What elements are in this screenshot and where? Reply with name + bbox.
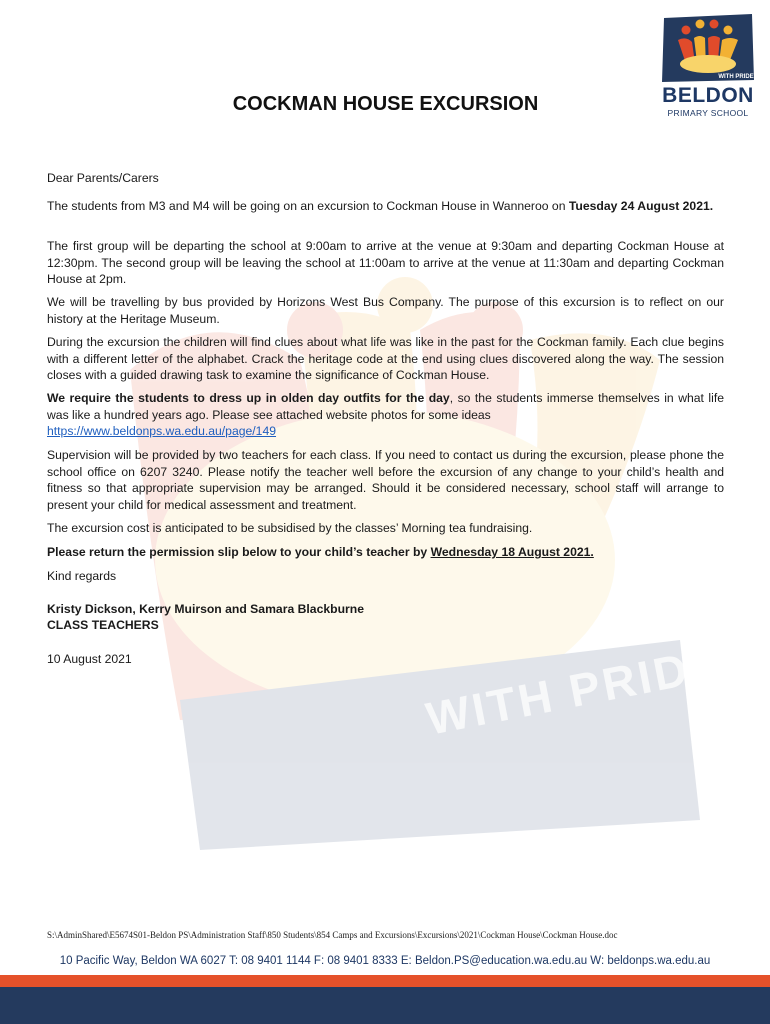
closing: Kind regards [47,569,117,583]
paragraph-dress-up [47,390,724,440]
paragraph-cost: The excursion cost is anticipated to be subsidised by the classes’ Morning tea fundraising. [47,521,533,535]
footer-contact: 10 Pacific Way, Beldon WA 6027 T: 08 9401 1144 F: 08 9401 8333 E: Beldon.PS@education.wa.edu.au W: beldonps.wa.edu.au [59,955,711,967]
website-link[interactable]: https://www.beldonps.wa.edu.au/page/149 [47,424,277,438]
footer-band-navy [0,987,770,1024]
signatory-role: CLASS TEACHERS [47,618,159,632]
salutation: Dear Parents/Carers [47,171,159,185]
signatories: Kristy Dickson, Kerry Muirson and Samara Blackburne [47,602,364,616]
page-title: COCKMAN HOUSE EXCURSION [232,93,539,115]
dress-up-requirement: We require the students to dress up in olden day outfits for the day [47,391,450,405]
return-slip-deadline: Wednesday 18 August 2021. [430,545,594,559]
excursion-date: Tuesday 24 August 2021. [568,199,714,213]
file-path: S:\AdminShared\E5674S01-Beldon PS\Administration Staff\850 Students\854 Camps and Excursions\Excursions\2021\Cockman House\Cockman House.doc [47,930,618,940]
paragraph-supervision: Supervision will be provided by two teachers for each class. If you need to contact us during the excursion, please phone the school office on 6207 3240. Please notify the teacher well before the excursion of any change to your child’s health and fitness so that appropriate supervision may be arranged. Should it be considered necessary, school staff will arrange to present your child for medical assessment and treatment. [47,448,724,512]
dress-up-text: , so the students immerse themselves in what life was like a hundred years ago. Please see attached website photos for some ideas [47,391,724,422]
paragraph-excursion-date [47,198,724,215]
paragraph-transport: We will be travelling by bus provided by Horizons West Bus Company. The purpose of this excursion is to reflect on our history at the Heritage Museum. [47,295,724,326]
footer-band-orange [0,975,770,987]
logo-emblem-icon [660,14,756,84]
paragraph-schedule: The first group will be departing the school at 9:00am to arrive at the venue at 9:30am and departing Cockman House at 12:30pm. The second group will be leaving the school at 11:00am to arrive at the venue at 11:30am and departing Cockman House at 2pm. [47,239,724,286]
watermark-text: WITH PRIDE [421,636,728,745]
paragraph-return-slip [47,544,724,561]
excursion-intro-text: The students from M3 and M4 will be going on an excursion to Cockman House in Wanneroo on [47,199,569,213]
letter-date: 10 August 2021 [47,652,132,666]
logo-school-subtitle: PRIMARY SCHOOL [667,108,749,118]
logo-school-name: BELDON [662,84,754,107]
paragraph-activities: During the excursion the children will find clues about what life was like in the past for the Cockman family. Each clue begins with a different letter of the alphabet. Crack the heritage code at the end using clues discovered along the way. The session closes with a guided drawing task to examine the significance of Cockman House. [47,335,724,382]
return-slip-instruction: Please return the permission slip below to your child’s teacher by [47,545,431,559]
logo-motto: WITH PRIDE [718,74,754,80]
